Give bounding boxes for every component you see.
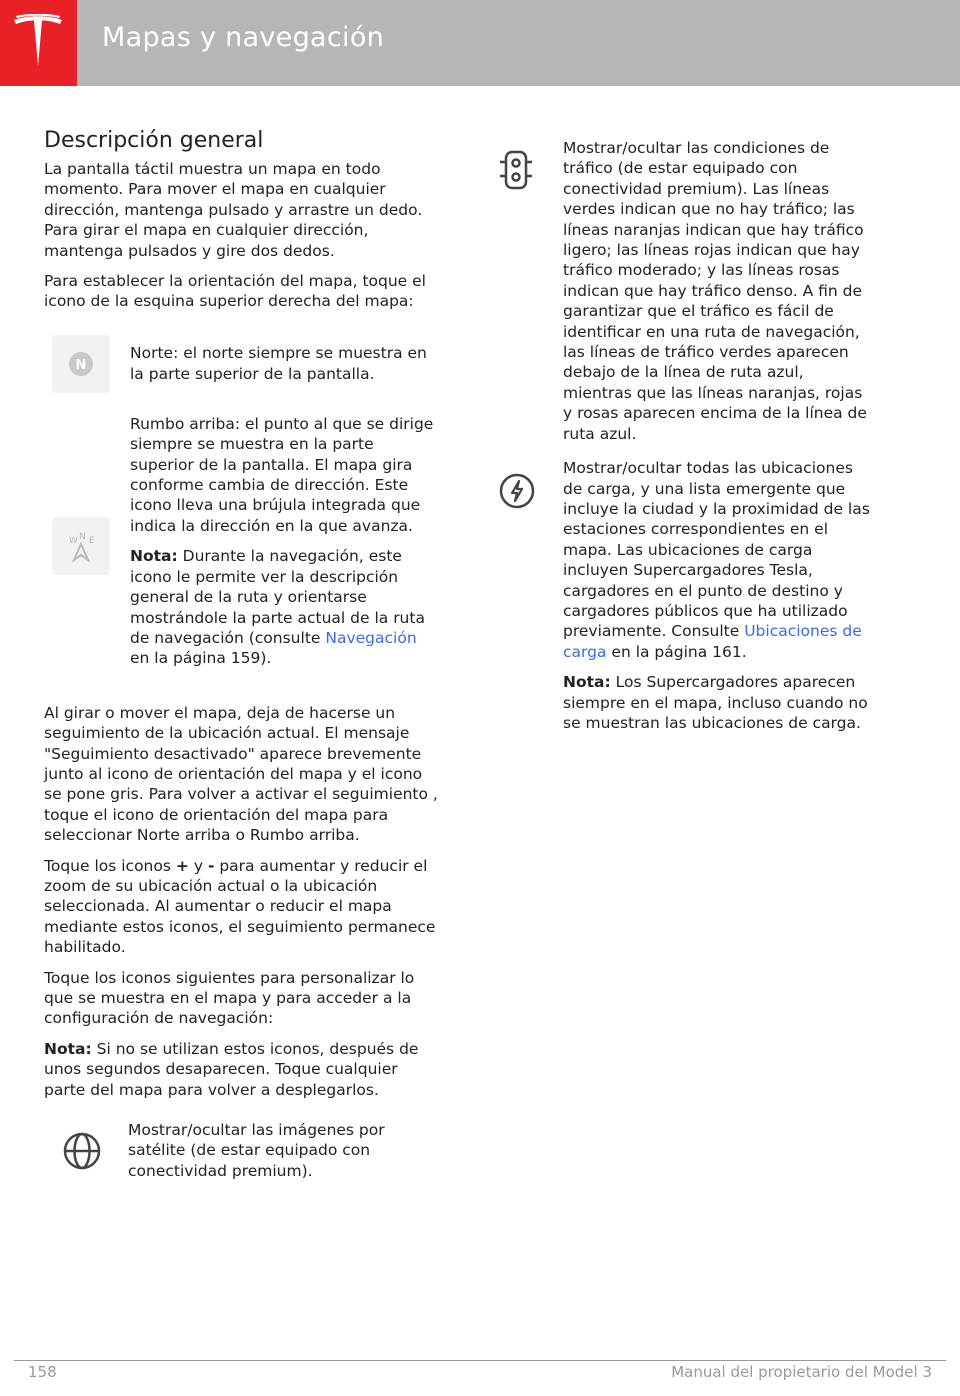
globe-icon (62, 1131, 102, 1171)
paragraph-customize: Toque los iconos siguientes para personalizar lo que se muestra en el mapa y para acceder a la configuración de navegación: (44, 968, 415, 1028)
paragraph-zoom: Toque los iconos + y - para aumentar y reducir el zoom de su ubicación actual o la ubicación seleccionada. Al aumentar o reducir el mapa mediante estos iconos, el seguimiento permanece habilitado. (44, 856, 436, 957)
heading-up-row (44, 414, 440, 679)
left-column (44, 128, 440, 1181)
charging-row (492, 458, 872, 743)
paragraph-tracking: Al girar o mover el mapa, deja de hacerse un seguimiento de la ubicación actual. El mensaje "Seguimiento desactivado" aparece brevemente junto al icono de orientación del mapa y el icono se pone gris. Para volver a activar el seguimiento , toque el icono de orientación del mapa para seleccionar Norte arriba o Rumbo arriba. (44, 703, 438, 845)
satellite-row (44, 1120, 440, 1181)
link-ubicaciones-carga[interactable]: Ubicaciones de carga (563, 622, 862, 661)
svg-text:N: N (75, 357, 87, 373)
footer-divider (14, 1360, 946, 1361)
north-up-text: Norte: el norte siempre se muestra en la parte superior de la pantalla. (130, 344, 427, 383)
tesla-logo (0, 0, 77, 86)
traffic-row (492, 138, 872, 444)
note-icons-hide: Nota: Si no se utilizan estos iconos, después de unos segundos desaparecen. Toque cualquier parte del mapa para volver a desplegarlos. (44, 1039, 419, 1099)
north-up-row (44, 334, 440, 394)
paragraph-orientation: Para establecer la orientación del mapa, toque el icono de la esquina superior derecha del mapa: (44, 272, 426, 311)
heading-up-text: Rumbo arriba: el punto al que se dirige siempre se muestra en la parte superior de la pantalla. El mapa gira conforme cambia de dirección. Este icono lleva una brújula integrada que indica la dirección en la que avanza. (130, 414, 434, 535)
north-up-icon (52, 335, 110, 393)
traffic-light-icon (498, 150, 534, 190)
page-header (0, 0, 960, 86)
link-navegacion[interactable]: Navegación (325, 628, 417, 647)
manual-title: Manual del propietario del Model 3 (671, 1363, 932, 1381)
traffic-text: Mostrar/ocultar las condiciones de tráfico (de estar equipado con conectividad premium). Las líneas verdes indican que no hay tráfico; las líneas naranjas indican que hay tráfico ligero; las líneas rojas indican que hay tráfico moderado; y las líneas rosas indican que hay tráfico denso. A fin de garantizar que el tráfico es fácil de identificar en una ruta de navegación, las líneas de tráfico verdes aparecen debajo de la línea de ruta azul, mientras que las líneas naranjas, rojas y rosas aparecen encima de la línea de ruta azul. (563, 139, 867, 443)
heading-up-compass-icon (52, 517, 110, 575)
paragraph-overview: La pantalla táctil muestra un mapa en todo momento. Para mover el mapa en cualquier dirección, mantenga pulsado y arrastre un dedo. Para girar el mapa en cualquier dirección, mantenga pulsados y gire dos dedos. (44, 160, 423, 260)
lightning-bolt-icon (498, 472, 536, 510)
svg-text:W: W (69, 536, 78, 547)
charging-text: Mostrar/ocultar todas las ubicaciones de carga, y una lista emergente que incluye la ciudad y la proximidad de las estaciones correspondientes en el mapa. Las ubicaciones de carga incluyen Supercargadores Tesla, cargadores en el punto de destino y cargadores públicos que ha utilizado previamente. Consulte Ubicaciones de carga en la página 161. (563, 459, 870, 661)
svg-text:E: E (89, 536, 95, 547)
section-heading: Descripción general (44, 128, 264, 153)
tesla-logo-icon (12, 14, 64, 72)
satellite-text: Mostrar/ocultar las imágenes por satélite (de estar equipado con conectividad premium). (128, 1121, 385, 1180)
note-navigation: Nota: Durante la navegación, este icono le permite ver la descripción general de la ruta y orientarse mostrándole la parte actual de la ruta de navegación (consulte Navegación en la página 159). (130, 547, 425, 668)
svg-text:N: N (79, 532, 86, 543)
right-column (492, 138, 872, 743)
note-superchargers: Nota: Los Supercargadores aparecen siempre en el mapa, incluso cuando no se muestran las ubicaciones de carga. (563, 673, 868, 732)
page-number: 158 (28, 1363, 57, 1381)
page-title: Mapas y navegación (102, 22, 385, 53)
